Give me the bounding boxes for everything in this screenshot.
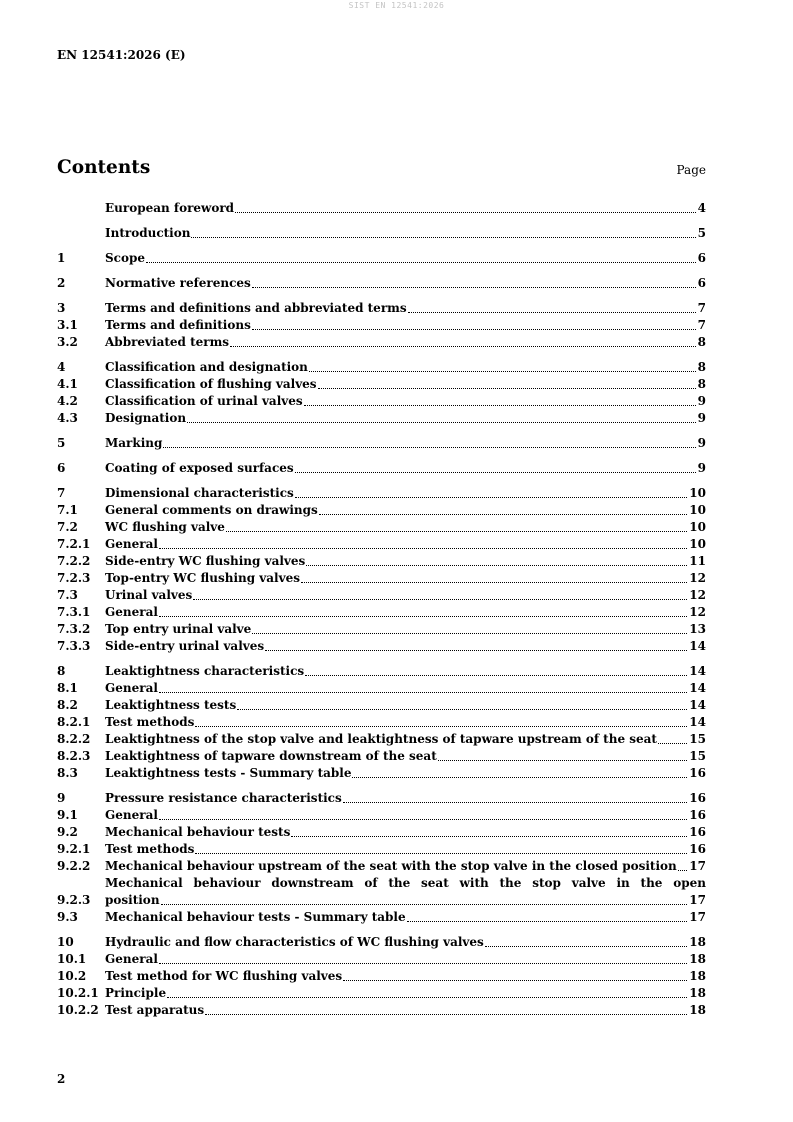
toc-entry-number: 3: [57, 301, 66, 315]
toc-entry-number: 2: [57, 276, 66, 290]
toc-entry-title: General: [105, 808, 158, 822]
toc-entry-number: 9.3: [57, 910, 78, 924]
toc-entry[interactable]: [57, 300, 706, 317]
toc-entry-page: 18: [689, 986, 706, 1000]
document-header: EN 12541:2026 (E): [57, 48, 186, 62]
toc-entry-number: 8.2.2: [57, 732, 91, 746]
toc-entry-number: 7.2.2: [57, 554, 91, 568]
toc-entry-number: 4.3: [57, 411, 78, 425]
toc-entry-page: 7: [697, 301, 706, 315]
toc-entry-number: 4.2: [57, 394, 78, 408]
toc-group: [57, 485, 706, 655]
dot-leader: [301, 582, 687, 583]
dot-leader: [252, 633, 687, 634]
toc-entry-title: General: [105, 681, 158, 695]
toc-entry[interactable]: [57, 317, 706, 334]
dot-leader: [159, 819, 687, 820]
toc-entry-number: 9.2: [57, 825, 78, 839]
dot-leader: [187, 422, 696, 423]
toc-entry-title: Test methods: [105, 715, 195, 729]
dot-leader: [252, 329, 696, 330]
toc-entry-title: Leaktightness of the stop valve and leaktightness of tapware upstream of the seat: [105, 732, 657, 746]
toc-entry-page: 10: [689, 520, 706, 534]
dot-leader: [407, 921, 688, 922]
toc-entry-number: 7.2.3: [57, 571, 91, 585]
toc-entry-title: Leaktightness of tapware downstream of the seat: [105, 749, 437, 763]
toc-entry-page: 15: [689, 749, 706, 763]
toc-entry[interactable]: [57, 519, 706, 536]
toc-entry-title: Terms and definitions: [105, 318, 251, 332]
toc-group: [57, 663, 706, 782]
toc-entry[interactable]: [57, 334, 706, 351]
toc-entry[interactable]: [57, 1002, 706, 1019]
dot-leader: [265, 650, 687, 651]
dot-leader: [295, 472, 696, 473]
toc-entry[interactable]: [57, 875, 706, 909]
toc-entry[interactable]: [57, 553, 706, 570]
toc-entry-title: General comments on drawings: [105, 503, 318, 517]
toc-entry-page: 12: [689, 588, 706, 602]
toc-entry-page: 16: [689, 825, 706, 839]
toc-entry-title: Side-entry urinal valves: [105, 639, 265, 653]
toc-entry-title: Terms and definitions and abbreviated terms: [105, 301, 407, 315]
toc-entry[interactable]: [57, 275, 706, 292]
toc-entry-number: 6: [57, 461, 66, 475]
toc-entry-title: Principle: [105, 986, 167, 1000]
toc-entry[interactable]: [57, 502, 706, 519]
dot-leader: [161, 904, 688, 905]
toc-entry[interactable]: [57, 909, 706, 926]
toc-entry-page: 8: [697, 377, 706, 391]
toc-group: [57, 790, 706, 926]
toc-entry-page: 17: [689, 859, 706, 873]
dot-leader: [309, 371, 696, 372]
toc-entry-title: Mechanical behaviour tests: [105, 825, 291, 839]
dot-leader: [193, 599, 687, 600]
toc-entry-number: 4: [57, 360, 66, 374]
toc-entry-page: 10: [689, 503, 706, 517]
toc-entry-number: 9.2.3: [57, 893, 91, 907]
dot-leader: [163, 447, 695, 448]
toc-entry[interactable]: [57, 748, 706, 765]
toc-entry[interactable]: [57, 200, 706, 217]
toc-entry-title: Introduction: [105, 226, 191, 240]
toc-group: [57, 200, 706, 217]
toc-entry-number: 3.2: [57, 335, 78, 349]
toc-entry-page: 7: [697, 318, 706, 332]
toc-entry[interactable]: [57, 697, 706, 714]
toc-entry-page: 16: [689, 766, 706, 780]
toc-entry[interactable]: [57, 376, 706, 393]
toc-entry-page: 15: [689, 732, 706, 746]
dot-leader: [352, 777, 687, 778]
toc-entry-title: Test method for WC flushing valves: [105, 969, 343, 983]
dot-leader: [205, 1014, 687, 1015]
dot-leader: [191, 237, 695, 238]
toc-entry-title: General: [105, 952, 158, 966]
contents-title: Contents: [57, 157, 151, 178]
toc-entry-number: 8: [57, 664, 66, 678]
toc-entry-title: European foreword: [105, 201, 235, 215]
toc-entry-title: Pressure resistance characteristics: [105, 791, 342, 805]
dot-leader: [230, 346, 696, 347]
toc-entry-page: 17: [689, 910, 706, 924]
toc-entry-title: Leaktightness tests: [105, 698, 237, 712]
toc-entry[interactable]: [57, 968, 706, 985]
toc-entry-page: 16: [689, 842, 706, 856]
toc-entry[interactable]: [57, 638, 706, 655]
toc-entry-page: 12: [689, 605, 706, 619]
toc-entry-title: Mechanical behaviour tests - Summary table: [105, 910, 406, 924]
toc-entry[interactable]: [57, 858, 706, 875]
toc-entry-title: Normative references: [105, 276, 251, 290]
toc-entry-page: 9: [697, 436, 706, 450]
toc-entry-page: 10: [689, 537, 706, 551]
toc-entry[interactable]: [57, 680, 706, 697]
toc-entry[interactable]: [57, 765, 706, 782]
toc-entry-number: 8.2.3: [57, 749, 91, 763]
toc-entry[interactable]: [57, 604, 706, 621]
toc-entry-page: 8: [697, 360, 706, 374]
dot-leader: [306, 565, 687, 566]
toc-entry-page: 13: [689, 622, 706, 636]
toc-group: [57, 275, 706, 292]
toc-entry-page: 14: [689, 698, 706, 712]
toc-entry[interactable]: [57, 731, 706, 748]
toc-entry-page: 6: [697, 251, 706, 265]
toc-entry[interactable]: [57, 225, 706, 242]
toc-entry-number: 9.1: [57, 808, 78, 822]
dot-leader: [305, 675, 687, 676]
dot-leader: [159, 548, 687, 549]
dot-leader: [318, 388, 696, 389]
toc-entry-page: 5: [697, 226, 706, 240]
toc-entry-title: Top-entry WC flushing valves: [105, 571, 300, 585]
toc-entry-page: 6: [697, 276, 706, 290]
dot-leader: [438, 760, 688, 761]
toc-group: [57, 460, 706, 477]
toc-entry-title: Top entry urinal valve: [105, 622, 252, 636]
toc-entry-title: Marking: [105, 436, 163, 450]
toc-entry-title: Test methods: [105, 842, 195, 856]
dot-leader: [252, 287, 696, 288]
dot-leader: [146, 262, 696, 263]
toc-entry[interactable]: [57, 714, 706, 731]
dot-leader: [678, 870, 688, 871]
toc-group: [57, 435, 706, 452]
toc-entry-page: 4: [697, 201, 706, 215]
toc-entry-page: 16: [689, 808, 706, 822]
toc-group: [57, 359, 706, 427]
toc-entry-number: 10.2: [57, 969, 87, 983]
toc-entry-title: Side-entry WC flushing valves: [105, 554, 306, 568]
toc-entry-page: 9: [697, 461, 706, 475]
toc-entry-page: 12: [689, 571, 706, 585]
toc-entry-number: 10: [57, 935, 74, 949]
dot-leader: [159, 963, 687, 964]
toc-entry[interactable]: [57, 536, 706, 553]
dot-leader: [343, 802, 688, 803]
toc-entry-title: Test apparatus: [105, 1003, 205, 1017]
toc-entry-page: 18: [689, 935, 706, 949]
toc-entry-number: 7.2: [57, 520, 78, 534]
table-of-contents: [57, 200, 706, 1027]
dot-leader: [235, 212, 696, 213]
toc-entry-number: 8.1: [57, 681, 78, 695]
toc-entry-title: Coating of exposed surfaces: [105, 461, 294, 475]
toc-entry[interactable]: [57, 460, 706, 477]
dot-leader: [159, 692, 687, 693]
toc-entry-title: Dimensional characteristics: [105, 486, 294, 500]
toc-entry[interactable]: [57, 570, 706, 587]
toc-entry-page: 18: [689, 969, 706, 983]
toc-entry-number: 7.3.3: [57, 639, 91, 653]
toc-entry-number: 10.1: [57, 952, 87, 966]
toc-entry-number: 8.2: [57, 698, 78, 712]
toc-entry-page: 14: [689, 681, 706, 695]
dot-leader: [304, 405, 696, 406]
toc-entry-page: 9: [697, 394, 706, 408]
dot-leader: [195, 853, 687, 854]
dot-leader: [485, 946, 688, 947]
toc-entry-title: WC flushing valve: [105, 520, 225, 534]
toc-entry[interactable]: [57, 485, 706, 502]
toc-entry-page: 10: [689, 486, 706, 500]
toc-entry-number: 9.2.2: [57, 859, 91, 873]
toc-entry-number: 8.2.1: [57, 715, 91, 729]
watermark: SIST EN 12541:2026: [348, 1, 445, 10]
toc-entry[interactable]: [57, 359, 706, 376]
toc-entry-number: 4.1: [57, 377, 78, 391]
dot-leader: [319, 514, 688, 515]
dot-leader: [195, 726, 687, 727]
toc-entry[interactable]: [57, 621, 706, 638]
page-column-label: Page: [676, 163, 706, 177]
toc-entry-page: 18: [689, 1003, 706, 1017]
toc-entry-title: Leaktightness tests - Summary table: [105, 766, 352, 780]
toc-entry-title: General: [105, 537, 158, 551]
toc-group: [57, 934, 706, 1019]
toc-entry-number: 7.3.1: [57, 605, 91, 619]
toc-entry-page: 11: [689, 554, 706, 568]
toc-entry-title: Classification of urinal valves: [105, 394, 303, 408]
toc-entry-page: 16: [689, 791, 706, 805]
toc-entry-page: 17: [689, 893, 706, 907]
toc-entry[interactable]: [57, 841, 706, 858]
dot-leader: [658, 743, 687, 744]
toc-entry[interactable]: [57, 807, 706, 824]
toc-entry-number: 7.3.2: [57, 622, 91, 636]
dot-leader: [295, 497, 688, 498]
toc-entry-number: 5: [57, 436, 66, 450]
toc-entry-number: 10.2.2: [57, 1003, 99, 1017]
dot-leader: [226, 531, 687, 532]
toc-group: [57, 250, 706, 267]
toc-entry[interactable]: [57, 435, 706, 452]
toc-entry[interactable]: [57, 824, 706, 841]
toc-entry[interactable]: [57, 410, 706, 427]
toc-entry[interactable]: [57, 663, 706, 680]
toc-entry-title: Classification of flushing valves: [105, 377, 317, 391]
toc-entry-title: Urinal valves: [105, 588, 193, 602]
toc-entry-number: 7: [57, 486, 66, 500]
toc-entry-number: 7.1: [57, 503, 78, 517]
dot-leader: [343, 980, 687, 981]
toc-entry-title: Abbreviated terms: [105, 335, 230, 349]
toc-entry-number: 7.3: [57, 588, 78, 602]
toc-entry-number: 1: [57, 251, 66, 265]
toc-entry[interactable]: [57, 951, 706, 968]
toc-entry-number: 9: [57, 791, 66, 805]
toc-entry-page: 9: [697, 411, 706, 425]
toc-entry-number: 7.2.1: [57, 537, 91, 551]
toc-entry-title: Hydraulic and flow characteristics of WC flushing valves: [105, 935, 484, 949]
dot-leader: [291, 836, 687, 837]
toc-entry-number: 9.2.1: [57, 842, 91, 856]
toc-entry-page: 8: [697, 335, 706, 349]
toc-entry-title: Leaktightness characteristics: [105, 664, 305, 678]
toc-entry-title: Mechanical behaviour upstream of the seat with the stop valve in the closed position: [105, 859, 677, 873]
toc-entry-page: 18: [689, 952, 706, 966]
toc-group: [57, 300, 706, 351]
toc-entry-title: Mechanical behaviour downstream of the seat with the stop valve in the open: [105, 876, 706, 890]
toc-entry-number: 10.2.1: [57, 986, 99, 1000]
toc-entry[interactable]: [57, 250, 706, 267]
dot-leader: [237, 709, 687, 710]
toc-entry-number: 8.3: [57, 766, 78, 780]
toc-entry-title: Designation: [105, 411, 187, 425]
toc-entry-page: 14: [689, 639, 706, 653]
toc-entry-number: 3.1: [57, 318, 78, 332]
toc-entry-title: General: [105, 605, 158, 619]
toc-entry[interactable]: [57, 985, 706, 1002]
dot-leader: [159, 616, 687, 617]
toc-group: [57, 225, 706, 242]
toc-entry-page: 14: [689, 715, 706, 729]
toc-entry-title-continued: position: [105, 893, 160, 907]
page-number: 2: [57, 1072, 66, 1086]
toc-entry-title: Scope: [105, 251, 146, 265]
toc-entry[interactable]: [57, 587, 706, 604]
dot-leader: [167, 997, 687, 998]
toc-entry-title: Classification and designation: [105, 360, 308, 374]
toc-entry[interactable]: [57, 790, 706, 807]
toc-entry-page: 14: [689, 664, 706, 678]
toc-entry[interactable]: [57, 393, 706, 410]
toc-entry[interactable]: [57, 934, 706, 951]
dot-leader: [408, 312, 696, 313]
